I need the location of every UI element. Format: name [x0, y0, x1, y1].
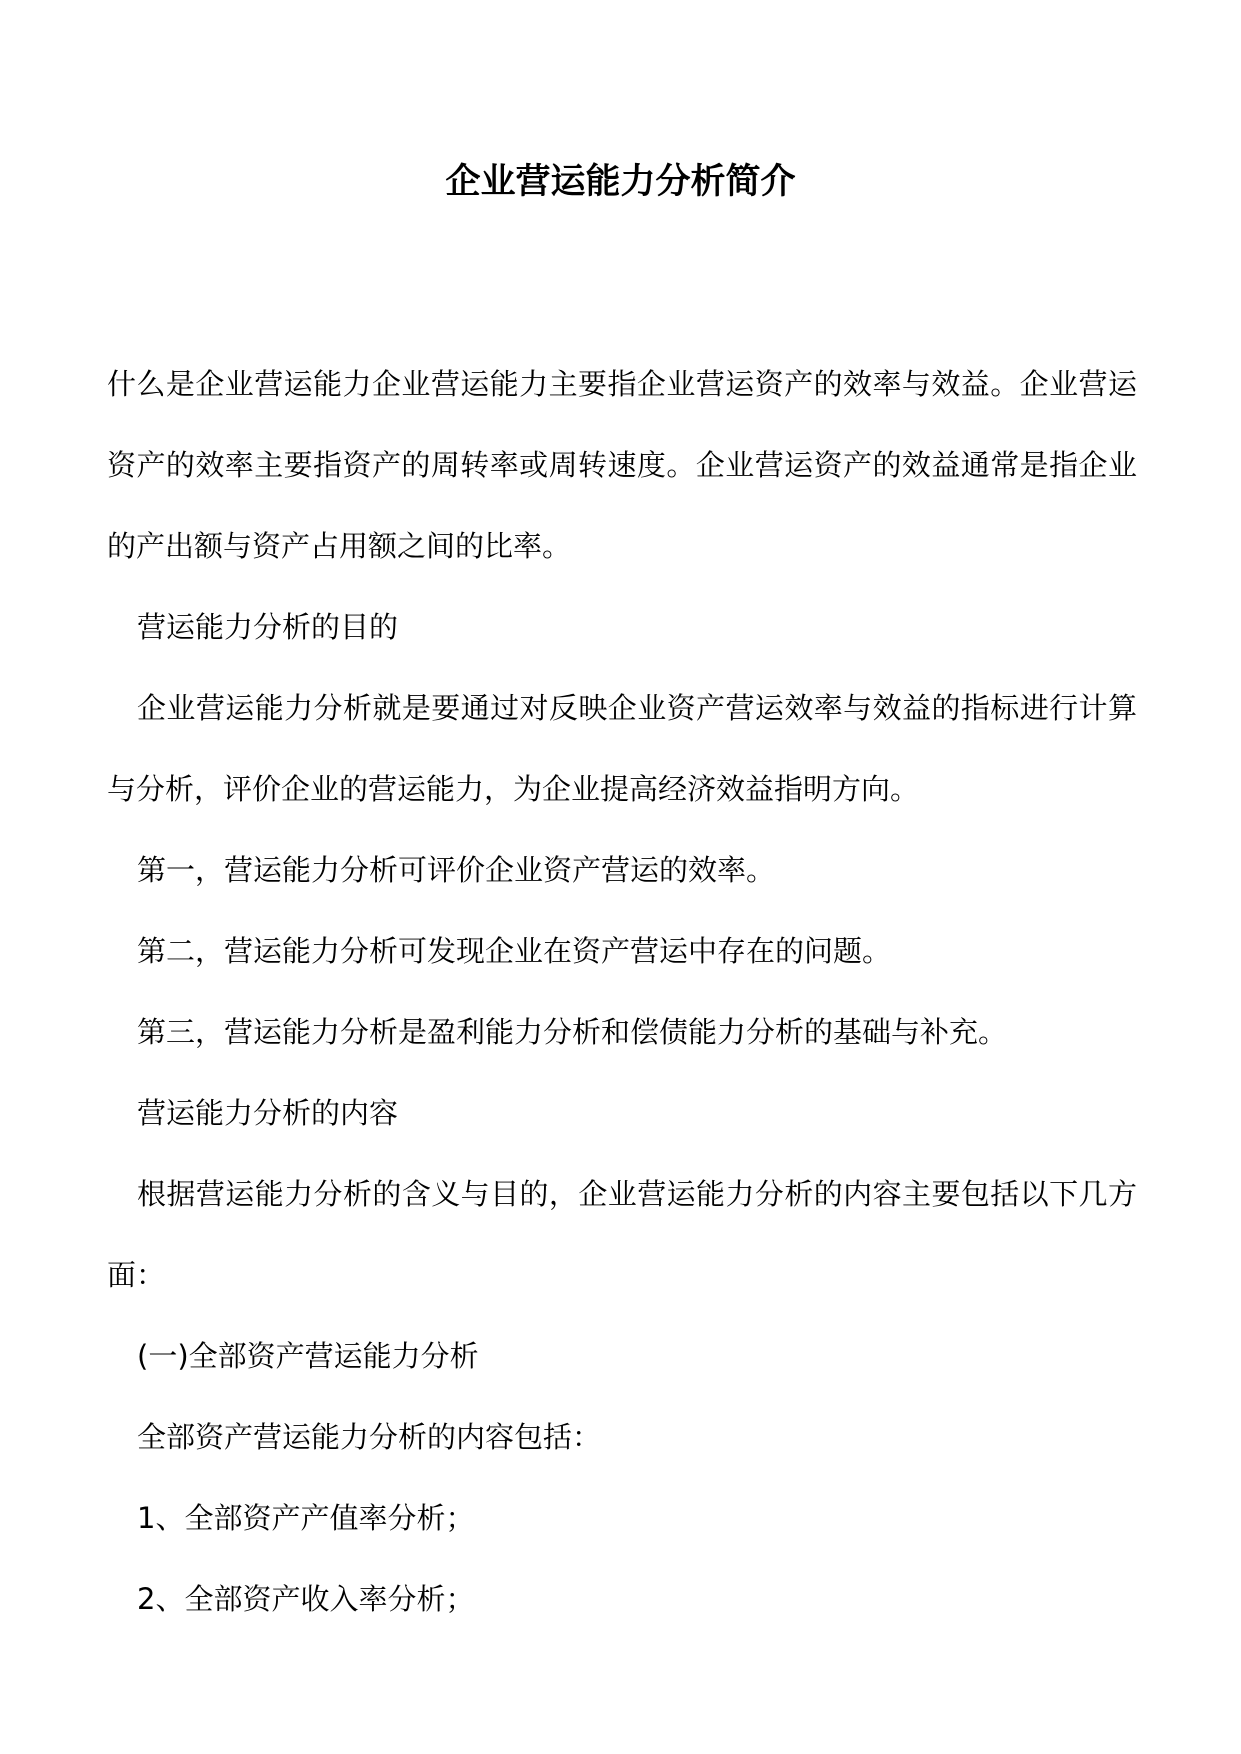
paragraph-total-assets: 全部资产营运能力分析的内容包括：	[137, 1420, 602, 1454]
list-item-1: 1、全部资产产值率分析；	[137, 1501, 475, 1535]
paragraph-third: 第三，营运能力分析是盈利能力分析和偿债能力分析的基础与补充。	[137, 1015, 1008, 1049]
paragraph-content: 根据营运能力分析的含义与目的，企业营运能力分析的内容主要包括以下几方面：	[107, 1177, 1137, 1292]
list-item-2: 2、全部资产收入率分析；	[137, 1582, 475, 1616]
paragraph-purpose: 企业营运能力分析就是要通过对反映企业资产营运效率与效益的指标进行计算与分析，评价企业的营运能力，为企业提高经济效益指明方向。	[107, 691, 1137, 806]
paragraph-first: 第一，营运能力分析可评价企业资产营运的效率。	[137, 853, 776, 887]
document-body	[107, 344, 1137, 1640]
section-heading-purpose: 营运能力分析的目的	[137, 610, 399, 644]
subsection-heading-total-assets: (一)全部资产营运能力分析	[137, 1339, 479, 1373]
document-title: 企业营运能力分析简介	[445, 162, 796, 202]
section-heading-content: 营运能力分析的内容	[137, 1096, 399, 1130]
paragraph-second: 第二，营运能力分析可发现企业在资产营运中存在的问题。	[137, 934, 892, 968]
paragraph-intro: 什么是企业营运能力企业营运能力主要指企业营运资产的效率与效益。企业营运资产的效率主要指资产的周转率或周转速度。企业营运资产的效益通常是指企业的产出额与资产占用额之间的比率。	[107, 367, 1137, 563]
